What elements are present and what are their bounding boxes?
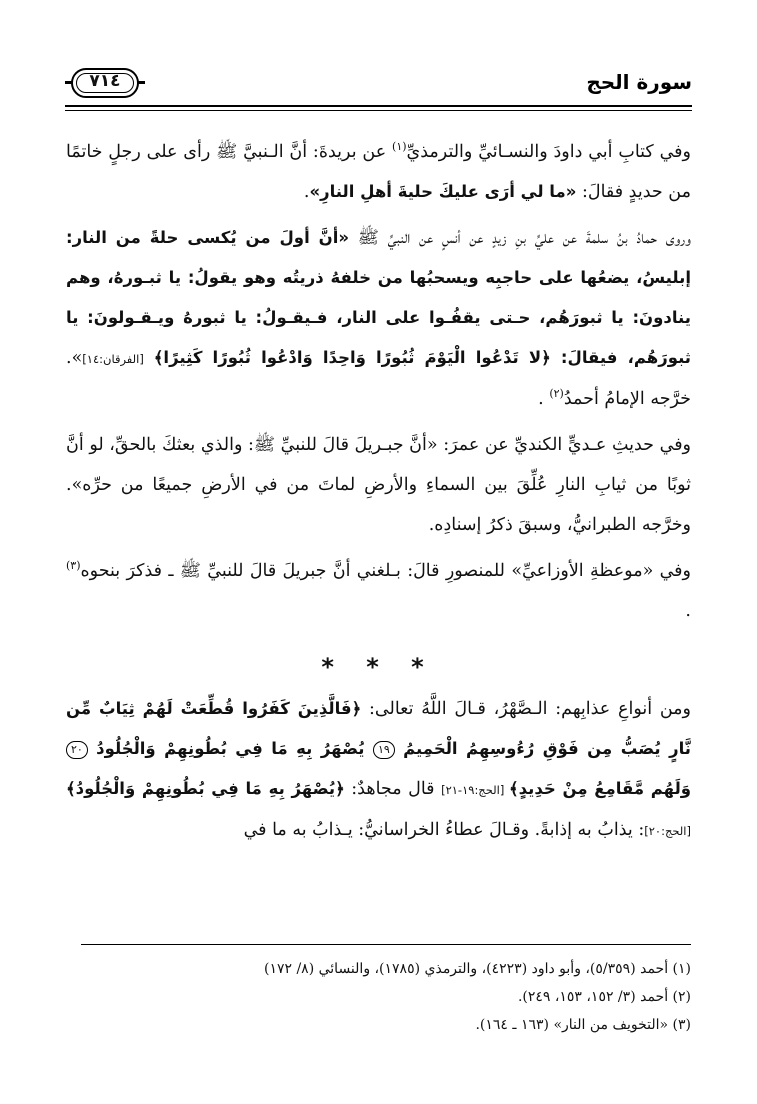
quran-verse: وَلَهُم مَّقَامِعُ مِنْ حَدِيدٍ﴾ bbox=[508, 779, 692, 798]
paragraph-4 bbox=[66, 551, 691, 631]
text-run: عن بريدةَ: أنَّ الـنبيَّ ﷺ رأى على رجلٍ خاتمًا من حديدٍ فقالَ: bbox=[66, 142, 691, 202]
paragraph-5 bbox=[66, 689, 691, 851]
footnote-separator bbox=[81, 944, 691, 945]
surah-title: سورة الحج bbox=[586, 70, 692, 94]
hadith-quote: «أنَّ أولَ من يُكسى حلةً من النار: إبليسُ، يضعُها على حاجبِه ويسحبُها من خلفهُ ذريتُه وهو يقولُ: يا ثبـورهُ، وهم ينادونَ: يا ثبورَهُم، حـتى يقفُـوا على النار، فـيقـولُ: يا ثبورهُ ويـقـولونَ: يا ثبورَهُم، فيقالَ: bbox=[66, 228, 691, 367]
verse-reference: [الحج:٢٠] bbox=[644, 824, 691, 838]
footnote-ref-1[interactable]: (١) bbox=[392, 140, 407, 154]
hadith-quote: «أنَّ جبـريلَ قالَ للنبيِّ ﷺ: والذي بعثكَ بالحقِّ، لو أنَّ ثوبًا من ثيابِ النارِ عُلِّقَ بين السماءِ والأرضِ لماتَ من في الأرضِ جميعًا من حرِّه» bbox=[66, 435, 691, 495]
paragraph-1 bbox=[66, 132, 691, 212]
verse-reference: [الحج:١٩-٢١] bbox=[441, 783, 509, 797]
footnotes bbox=[66, 955, 691, 1039]
footnote-ref-3[interactable]: (٣) bbox=[66, 559, 81, 573]
section-separator-stars: * * * bbox=[321, 653, 436, 681]
text-run: وروى حمادُ بنُ سلمةَ عن عليِّ بنِ زيدٍ عن أنسٍ عن النبيِّ ﷺ bbox=[349, 228, 692, 248]
hadith-quote: «ما لي أرَى عليكَ حليةَ أهلِ النارِ» bbox=[309, 182, 577, 201]
page-number-badge bbox=[65, 68, 145, 102]
text-run: وفي كتابِ أبي داودَ والنسـائيِّ والترمذيِّ bbox=[406, 142, 691, 162]
quran-verse: ﴿يُصْهَرُ بِهِ مَا فِي بُطُونِهِمْ وَالْجُلُودُ﴾ bbox=[66, 779, 345, 798]
header-rule-thin bbox=[65, 110, 692, 111]
text-run: . bbox=[685, 601, 691, 621]
verse-number-marker: ٢٠ bbox=[66, 741, 88, 759]
footnote-ref-2[interactable]: (٢) bbox=[549, 387, 564, 401]
header-rule bbox=[65, 105, 692, 107]
text-run: ». خرَّجه الإمامُ أحمدُ bbox=[66, 348, 691, 409]
footnote-1: (١) أحمد (٥/٣٥٩)، وأبو داود (٤٢٢٣)، والترمذي (١٧٨٥)، والنسائي (٨/ ١٧٢) bbox=[263, 961, 691, 977]
quran-verse: ﴿لا تَدْعُوا الْيَوْمَ ثُبُورًا وَاحِدًا وَادْعُوا ثُبُورًا كَثِيرًا﴾ bbox=[153, 348, 551, 367]
main-text bbox=[66, 132, 691, 851]
footnote-2: (٢) أحمد (٣/ ١٥٢، ١٥٣، ٢٤٩). bbox=[517, 989, 691, 1005]
text-run: ومن أنواعِ عذابِهم: الـصَّهْرُ، قـالَ اللَّهُ تعالى: bbox=[361, 699, 691, 719]
paragraph-3 bbox=[66, 425, 691, 545]
text-run: قال مجاهدٌ: bbox=[344, 779, 442, 799]
text-run: وفي حديثِ عـديٍّ الكنديِّ عن عمرَ: bbox=[437, 435, 692, 455]
verse-reference: [الفرقان:١٤] bbox=[82, 352, 144, 366]
text-run: . bbox=[303, 182, 310, 202]
verse-number-marker: ١٩ bbox=[373, 741, 395, 759]
quran-verse: يُصْهَرُ بِهِ مَا فِي بُطُونِهِمْ وَالْجُلُودُ bbox=[96, 739, 373, 758]
footnote-3: (٣) «التخويف من النار» (١٦٣ ـ ١٦٤). bbox=[475, 1017, 691, 1033]
page-header bbox=[65, 58, 692, 116]
text-run: وفي «موعظةِ الأوزاعيِّ» للمنصورِ قالَ: بـلغني أنَّ جبريلَ قالَ للنبيِّ ﷺ ـ فذكرَ بنحوه bbox=[80, 561, 691, 581]
quran-verse: ﴿فَالَّذِينَ كَفَرُوا قُطِّعَتْ لَهُمْ ثِيَابٌ مِّن نَّارٍ يُصَبُّ مِن فَوْقِ رُءُوسِهِمُ الْحَمِيمُ bbox=[66, 699, 691, 758]
text-run: . وخرَّجه الطبرانيُّ، وسبقَ ذكرُ إسنادِه. bbox=[66, 475, 691, 535]
page-number: ٧١٤ bbox=[89, 71, 121, 91]
text-run: . bbox=[538, 389, 550, 409]
paragraph-2 bbox=[66, 218, 691, 419]
text-run: : يذابُ به إذابةً. وقـالَ عطاءُ الخراسانيُّ: يـذابُ به ما في bbox=[243, 820, 645, 840]
